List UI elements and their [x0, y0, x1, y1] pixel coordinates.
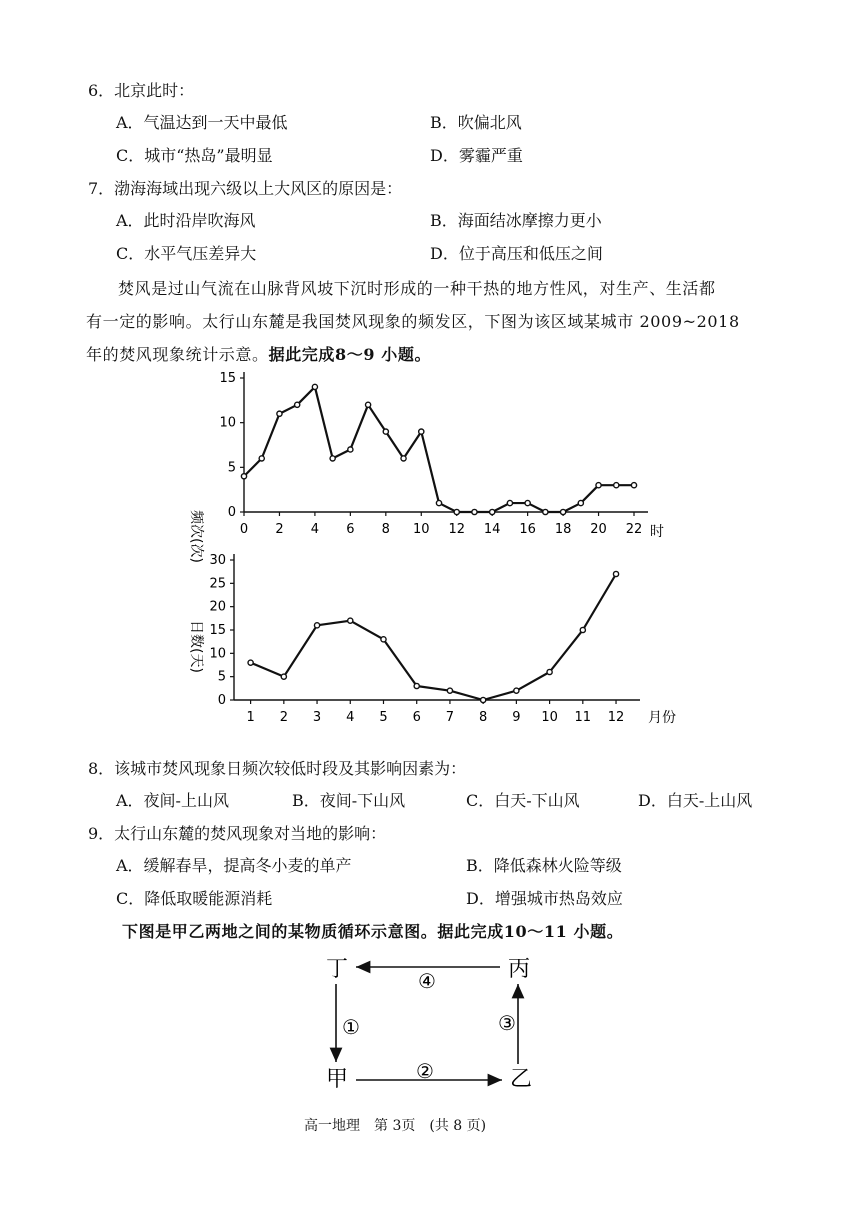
chart1-xtick-label: 16 — [519, 522, 536, 537]
q9-option-b: B．降低森林火险等级 — [466, 856, 622, 875]
q9-option-a: A．缓解春旱，提高冬小麦的单产 — [116, 856, 352, 875]
label-bing: 丙 — [508, 957, 531, 982]
chart1-point — [277, 411, 282, 416]
q8-stem: 8．该城市焚风现象日频次较低时段及其影响因素为： — [88, 759, 467, 778]
chart1-point — [631, 483, 636, 488]
q8-option-d: D．白天-上山风 — [638, 791, 753, 810]
intro-line-3-bold: 据此完成8～9 小题。 — [268, 345, 432, 364]
intro-line-2: 有一定的影响。太行山东麓是我国焚风现象的频发区，下图为该区域某城市 2009~2018 — [86, 312, 740, 331]
chart1-xtick-label: 18 — [554, 522, 572, 537]
chart2-xtick-label: 1 — [246, 710, 255, 725]
chart1-xtick-label: 2 — [275, 522, 284, 537]
chart1-point — [348, 447, 353, 452]
hourly-chart — [188, 371, 664, 563]
q9-option-c: C．降低取暖能源消耗 — [116, 889, 273, 908]
chart1-point — [365, 402, 370, 407]
chart1-xtick-label: 22 — [625, 522, 643, 537]
chart1-point — [295, 402, 300, 407]
chart2-ytick-label: 5 — [217, 669, 226, 685]
chart1-series-line — [244, 387, 634, 512]
q7-option-a: A．此时沿岸吹海风 — [116, 211, 256, 230]
q7-stem: 7．渤海海域出现六级以上大风区的原因是： — [88, 179, 403, 198]
chart1-point — [472, 509, 477, 514]
q7-option-c: C．水平气压差异大 — [116, 244, 257, 263]
label-jia: 甲 — [326, 1067, 349, 1092]
q9-option-d: D．增强城市热岛效应 — [466, 889, 623, 908]
chart2-series-line — [251, 574, 616, 700]
intro-line-1: 焚风是过山气流在山脉背风坡下沉时形成的一种干热的地方性风，对生产、生活都 — [118, 279, 716, 298]
monthly-chart — [188, 553, 676, 726]
chart1-xunit: 时 — [650, 524, 664, 540]
chart1-point — [596, 483, 601, 488]
intro-2: 下图是甲乙两地之间的某物质循环示意图。据此完成10～11 小题。 — [122, 922, 624, 941]
label-yi: 乙 — [510, 1067, 533, 1092]
chart1-ytick-label: 15 — [219, 371, 236, 386]
chart1-xtick-label: 14 — [483, 522, 501, 537]
q7-option-d: D．位于高压和低压之间 — [430, 244, 603, 263]
chart1-point — [454, 509, 459, 514]
chart2-ytick-label: 20 — [209, 599, 226, 615]
chart2-ytick-label: 25 — [209, 576, 226, 592]
chart1-xtick-label: 0 — [239, 522, 249, 537]
chart2-ytick-label: 15 — [209, 623, 226, 638]
chart2-xtick-label: 10 — [541, 710, 558, 725]
chart1-point — [507, 500, 512, 505]
chart1-ytick-label: 5 — [227, 460, 236, 476]
arrow-3-label: ③ — [498, 1011, 516, 1035]
q9-stem: 9．太行山东麓的焚风现象对当地的影响： — [88, 824, 387, 843]
chart1-point — [436, 500, 441, 505]
chart2-xtick-label: 3 — [312, 710, 322, 725]
q8-option-b: B．夜间-下山风 — [292, 791, 406, 810]
chart2-xtick-label: 4 — [346, 710, 355, 725]
chart2-point — [613, 571, 618, 576]
chart2-xunit: 月份 — [648, 710, 676, 726]
q7-option-b: B．海面结冰摩擦力更小 — [430, 211, 602, 230]
chart2-xtick-label: 8 — [479, 710, 488, 725]
chart2-xtick-label: 11 — [574, 710, 592, 725]
q8-option-c: C．白天-下山风 — [466, 791, 580, 810]
chart2-xtick-label: 7 — [445, 710, 455, 725]
q6-option-d: D．雾霾严重 — [430, 146, 523, 165]
chart2-point — [447, 688, 452, 693]
chart1-ytick-label: 0 — [227, 505, 236, 520]
chart1-xtick-label: 6 — [346, 522, 355, 537]
chart2-xtick-label: 9 — [512, 710, 521, 725]
chart2-point — [547, 669, 552, 674]
chart2-point — [248, 660, 253, 665]
chart2-ylabel: 日数(天) — [188, 620, 204, 673]
chart2-point — [414, 683, 419, 688]
chart1-point — [490, 509, 495, 514]
chart2-point — [314, 623, 319, 628]
chart2-xtick-label: 5 — [379, 710, 388, 725]
chart2-point — [481, 697, 486, 702]
chart1-xtick-label: 8 — [381, 522, 390, 537]
chart1-point — [401, 456, 406, 461]
chart1-point — [241, 474, 246, 479]
chart1-ytick-label: 10 — [219, 415, 236, 431]
chart2-ytick-label: 10 — [209, 646, 226, 662]
chart2-ytick-label: 0 — [217, 693, 226, 708]
chart2-xtick-label: 12 — [607, 710, 625, 725]
q6-option-b: B．吹偏北风 — [430, 113, 522, 132]
chart2-point — [348, 618, 353, 623]
chart1-point — [525, 500, 530, 505]
chart2-xtick-label: 6 — [412, 710, 421, 725]
chart1-xtick-label: 4 — [310, 522, 320, 537]
chart1-point — [543, 509, 548, 514]
chart1-ylabel: 频次(次) — [188, 510, 204, 563]
chart1-xtick-label: 20 — [590, 522, 607, 537]
chart2-xtick-label: 2 — [279, 710, 288, 725]
chart1-point — [259, 456, 264, 461]
chart1-point — [578, 500, 583, 505]
chart2-point — [381, 637, 386, 642]
chart2-point — [281, 674, 286, 679]
q6-option-a: A．气温达到一天中最低 — [116, 113, 288, 132]
chart1-xtick-label: 10 — [412, 522, 430, 537]
q6-stem: 6．北京此时： — [88, 81, 195, 100]
q8-option-a: A．夜间-上山风 — [116, 791, 229, 810]
chart1-point — [330, 456, 335, 461]
label-ding: 丁 — [326, 957, 349, 982]
chart1-point — [312, 384, 317, 389]
chart2-point — [514, 688, 519, 693]
chart2-ytick-label: 30 — [209, 553, 226, 568]
chart1-point — [560, 509, 565, 514]
arrow-4-label: ④ — [418, 969, 436, 993]
q6-option-c: C．城市“热岛”最明显 — [116, 146, 273, 165]
chart1-xtick-label: 12 — [448, 522, 466, 537]
chart1-point — [614, 483, 619, 488]
arrow-2-label: ② — [416, 1059, 434, 1083]
intro-line-3-normal: 年的焚风现象统计示意。 — [86, 345, 269, 364]
arrow-1-label: ① — [342, 1015, 360, 1039]
chart1-point — [383, 429, 388, 434]
chart1-point — [419, 429, 424, 434]
material-cycle-diagram — [320, 950, 550, 1100]
foehn-charts — [170, 360, 690, 730]
chart2-point — [580, 627, 585, 632]
page-footer: 高一地理 第 3页 (共 8 页) — [304, 1118, 487, 1134]
